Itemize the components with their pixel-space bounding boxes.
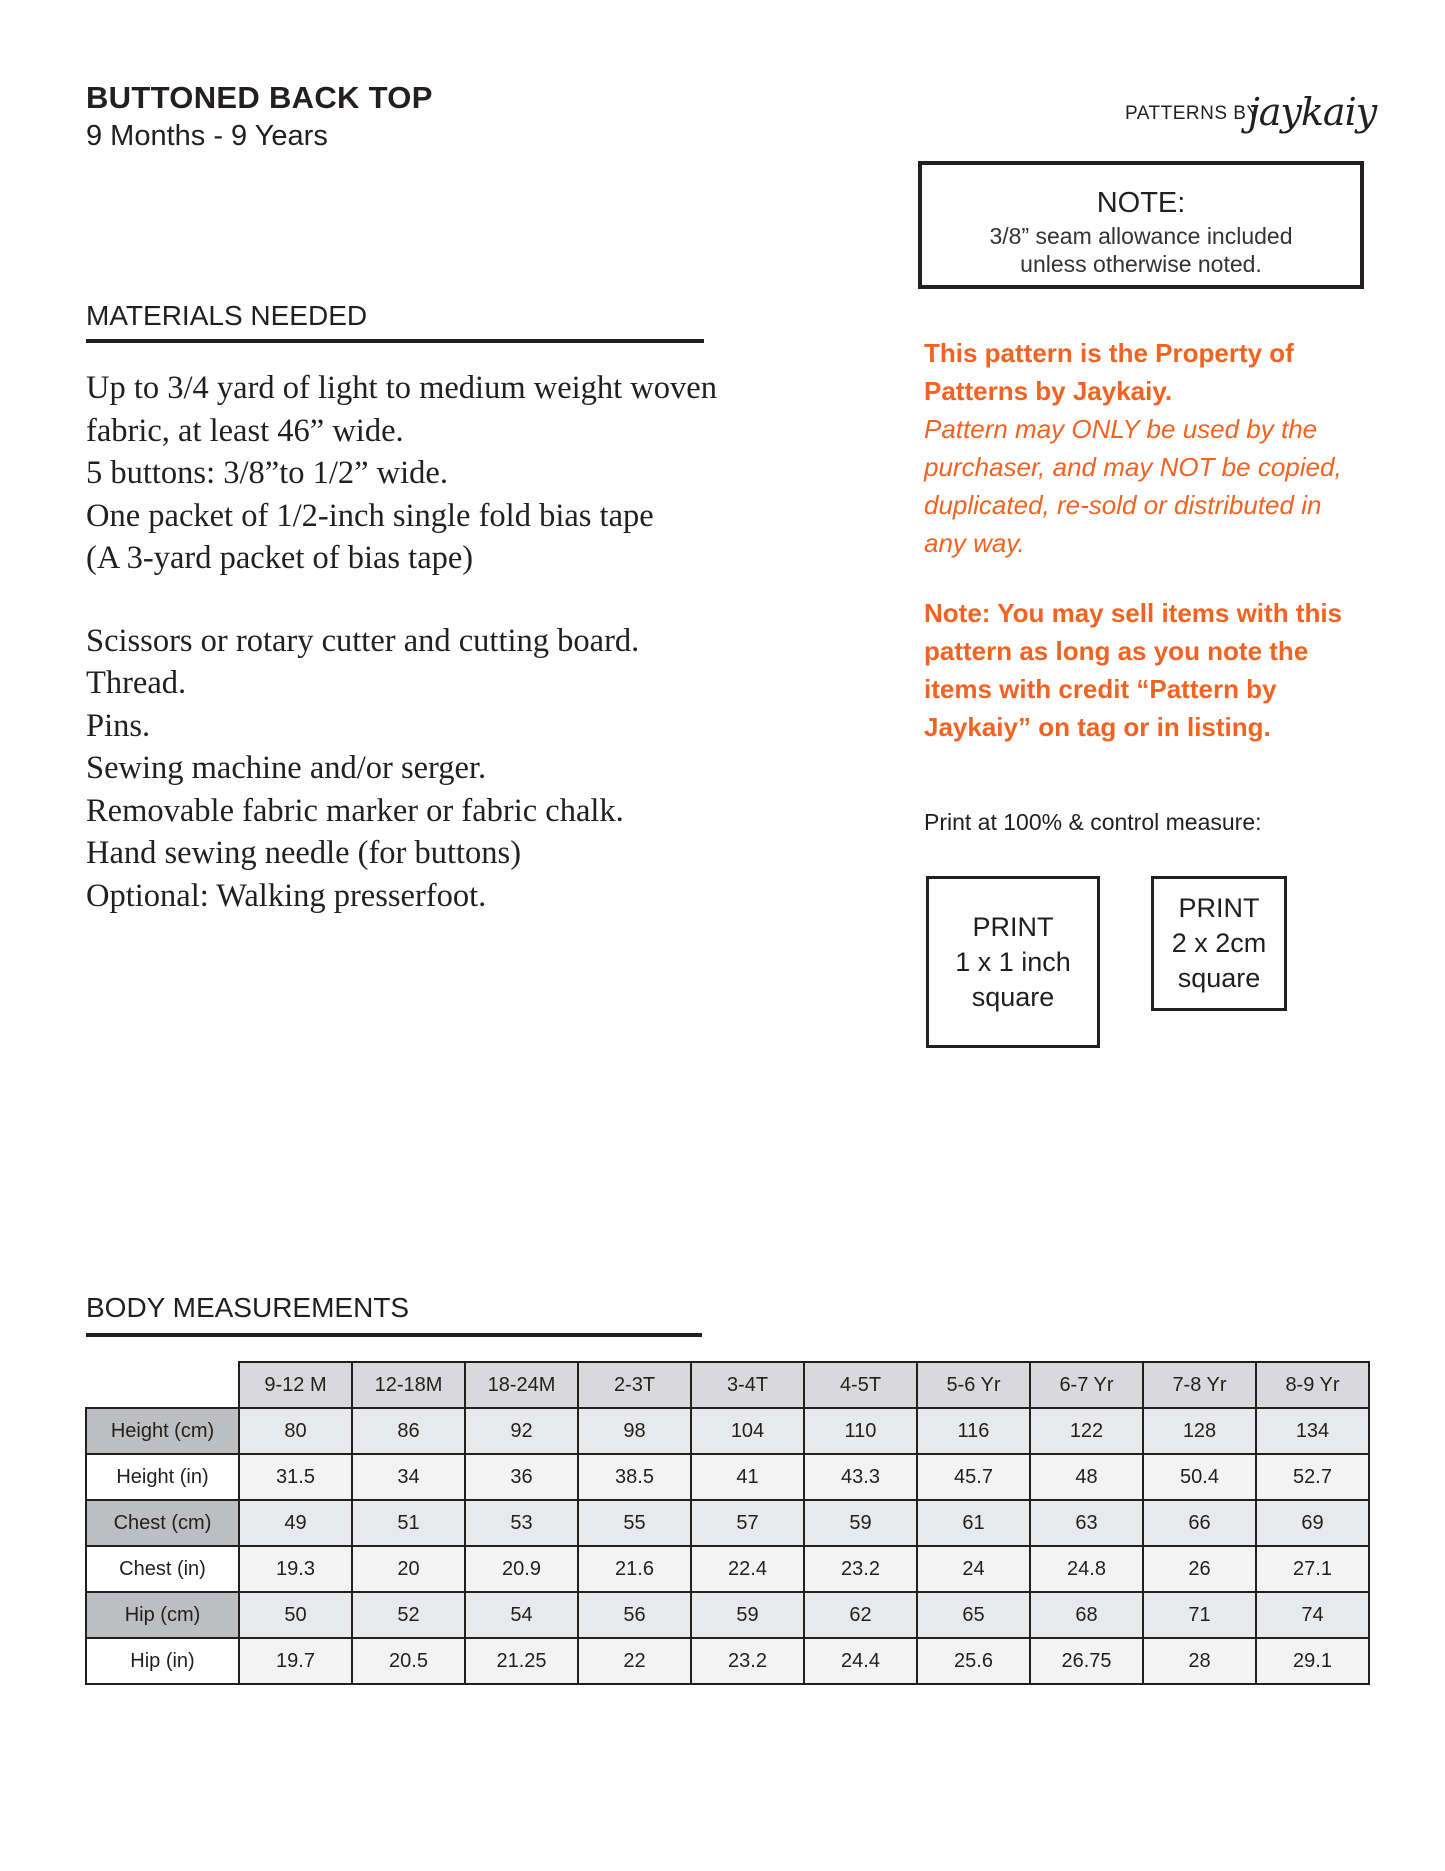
row-label: Hip (in) xyxy=(86,1638,239,1684)
materials-divider xyxy=(86,339,704,343)
table-row xyxy=(86,1592,1369,1638)
material-item: (A 3-yard packet of bias tape) xyxy=(86,540,474,576)
table-cell: 29.1 xyxy=(1256,1638,1369,1684)
square-label: square xyxy=(971,981,1055,1012)
table-cell: 53 xyxy=(465,1500,578,1546)
brand-prefix: PATTERNS BY xyxy=(1125,103,1260,124)
table-cell: 74 xyxy=(1256,1592,1369,1638)
brand-logo: jaykaiy xyxy=(1248,90,1377,134)
square-label: 1 x 1 inch xyxy=(955,946,1071,977)
table-cell: 19.3 xyxy=(239,1546,352,1592)
note-box xyxy=(918,161,1364,289)
table-cell: 71 xyxy=(1143,1592,1256,1638)
note-line: 3/8” seam allowance included xyxy=(989,223,1293,249)
table-corner xyxy=(86,1362,239,1408)
materials-heading: MATERIALS NEEDED xyxy=(86,300,368,331)
table-cell: 104 xyxy=(691,1408,804,1454)
material-item: One packet of 1/2-inch single fold bias tape xyxy=(86,497,654,534)
table-cell: 23.2 xyxy=(691,1638,804,1684)
table-cell: 20.5 xyxy=(352,1638,465,1684)
note-line: unless otherwise noted. xyxy=(1020,251,1262,277)
table-row xyxy=(86,1638,1369,1684)
size-column-header: 18-24M xyxy=(465,1362,578,1408)
table-cell: 19.7 xyxy=(239,1638,352,1684)
table-cell: 92 xyxy=(465,1408,578,1454)
table-header-row xyxy=(86,1362,1369,1408)
body-measurements-heading: BODY MEASUREMENTS xyxy=(86,1292,410,1323)
table-cell: 110 xyxy=(804,1408,917,1454)
table-cell: 69 xyxy=(1256,1500,1369,1546)
note-text xyxy=(922,222,1360,278)
row-label: Height (in) xyxy=(86,1454,239,1500)
table-cell: 34 xyxy=(352,1454,465,1500)
table-cell: 50.4 xyxy=(1143,1454,1256,1500)
material-item: Pins. xyxy=(86,707,151,744)
table-cell: 48 xyxy=(1030,1454,1143,1500)
size-column-header: 2-3T xyxy=(578,1362,691,1408)
row-label: Hip (cm) xyxy=(86,1592,239,1638)
table-cell: 28 xyxy=(1143,1638,1256,1684)
table-cell: 24.8 xyxy=(1030,1546,1143,1592)
material-item: fabric, at least 46” wide. xyxy=(86,412,404,449)
table-row xyxy=(86,1500,1369,1546)
table-cell: 122 xyxy=(1030,1408,1143,1454)
table-cell: 63 xyxy=(1030,1500,1143,1546)
table-cell: 54 xyxy=(465,1592,578,1638)
table-cell: 24.4 xyxy=(804,1638,917,1684)
inch-control-square xyxy=(926,876,1100,1048)
print-instruction: Print at 100% & control measure: xyxy=(924,809,1262,835)
table-row xyxy=(86,1454,1369,1500)
note-title: NOTE: xyxy=(1096,187,1186,219)
material-item: Scissors or rotary cutter and cutting board. xyxy=(86,622,640,659)
size-column-header: 9-12 M xyxy=(239,1362,352,1408)
table-cell: 24 xyxy=(917,1546,1030,1592)
body-measurements-divider xyxy=(86,1333,702,1337)
table-cell: 43.3 xyxy=(804,1454,917,1500)
row-label: Height (cm) xyxy=(86,1408,239,1454)
size-column-header: 7-8 Yr xyxy=(1143,1362,1256,1408)
table-cell: 20.9 xyxy=(465,1546,578,1592)
table-cell: 20 xyxy=(352,1546,465,1592)
table-cell: 98 xyxy=(578,1408,691,1454)
row-label: Chest (cm) xyxy=(86,1500,239,1546)
table-cell: 80 xyxy=(239,1408,352,1454)
table-cell: 62 xyxy=(804,1592,917,1638)
materials-list xyxy=(86,367,717,917)
material-item: Thread. xyxy=(86,665,187,701)
table-cell: 23.2 xyxy=(804,1546,917,1592)
table-cell: 25.6 xyxy=(917,1638,1030,1684)
table-cell: 52.7 xyxy=(1256,1454,1369,1500)
table-cell: 38.5 xyxy=(578,1454,691,1500)
size-column-header: 5-6 Yr xyxy=(917,1362,1030,1408)
table-cell: 134 xyxy=(1256,1408,1369,1454)
table-cell: 50 xyxy=(239,1592,352,1638)
spacer xyxy=(86,580,717,620)
table-cell: 57 xyxy=(691,1500,804,1546)
usage-restriction: Pattern may ONLY be used by the purchaser, and may NOT be copied, duplicated, re-sold or distributed in any way. xyxy=(924,414,1342,558)
material-item: Hand sewing needle (for buttons) xyxy=(86,835,522,871)
square-label: PRINT xyxy=(972,911,1054,942)
page-title: BUTTONED BACK TOP xyxy=(86,80,433,115)
table-cell: 36 xyxy=(465,1454,578,1500)
table-cell: 59 xyxy=(691,1592,804,1638)
material-item: 5 buttons: 3/8”to 1/2” wide. xyxy=(86,455,448,491)
table-cell: 66 xyxy=(1143,1500,1256,1546)
square-label: 2 x 2cm xyxy=(1171,928,1267,958)
table-cell: 21.25 xyxy=(465,1638,578,1684)
material-item: Removable fabric marker or fabric chalk. xyxy=(86,792,624,829)
table-cell: 128 xyxy=(1143,1408,1256,1454)
table-cell: 61 xyxy=(917,1500,1030,1546)
size-column-header: 3-4T xyxy=(691,1362,804,1408)
table-cell: 21.6 xyxy=(578,1546,691,1592)
table-cell: 65 xyxy=(917,1592,1030,1638)
table-cell: 59 xyxy=(804,1500,917,1546)
property-statement: This pattern is the Property of Patterns by Jaykaiy. xyxy=(924,338,1294,406)
table-cell: 51 xyxy=(352,1500,465,1546)
table-cell: 45.7 xyxy=(917,1454,1030,1500)
table-cell: 22 xyxy=(578,1638,691,1684)
table-cell: 86 xyxy=(352,1408,465,1454)
table-cell: 49 xyxy=(239,1500,352,1546)
selling-note: Note: You may sell items with this pattern as long as you note the items with credit “Pattern by Jaykaiy” on tag or in listing. xyxy=(924,598,1343,742)
row-label: Chest (in) xyxy=(86,1546,239,1592)
table-cell: 116 xyxy=(917,1408,1030,1454)
table-cell: 68 xyxy=(1030,1592,1143,1638)
table-cell: 31.5 xyxy=(239,1454,352,1500)
table-cell: 56 xyxy=(578,1592,691,1638)
measurements-table xyxy=(85,1361,1370,1685)
table-cell: 26 xyxy=(1143,1546,1256,1592)
size-column-header: 12-18M xyxy=(352,1362,465,1408)
table-cell: 52 xyxy=(352,1592,465,1638)
square-label: PRINT xyxy=(1178,893,1260,923)
material-item: Optional: Walking presserfoot. xyxy=(86,877,487,914)
table-cell: 27.1 xyxy=(1256,1546,1369,1592)
size-column-header: 8-9 Yr xyxy=(1256,1362,1369,1408)
size-column-header: 6-7 Yr xyxy=(1030,1362,1143,1408)
table-cell: 26.75 xyxy=(1030,1638,1143,1684)
table-row xyxy=(86,1546,1369,1592)
cm-control-square xyxy=(1151,876,1287,1011)
page-subtitle: 9 Months - 9 Years xyxy=(86,120,328,152)
table-cell: 41 xyxy=(691,1454,804,1500)
table-cell: 55 xyxy=(578,1500,691,1546)
table-row xyxy=(86,1408,1369,1454)
property-notice xyxy=(924,334,1364,562)
material-item: Sewing machine and/or serger. xyxy=(86,750,487,786)
size-column-header: 4-5T xyxy=(804,1362,917,1408)
material-item: Up to 3/4 yard of light to medium weight woven xyxy=(86,370,717,406)
table-cell: 22.4 xyxy=(691,1546,804,1592)
square-label: square xyxy=(1177,963,1261,993)
